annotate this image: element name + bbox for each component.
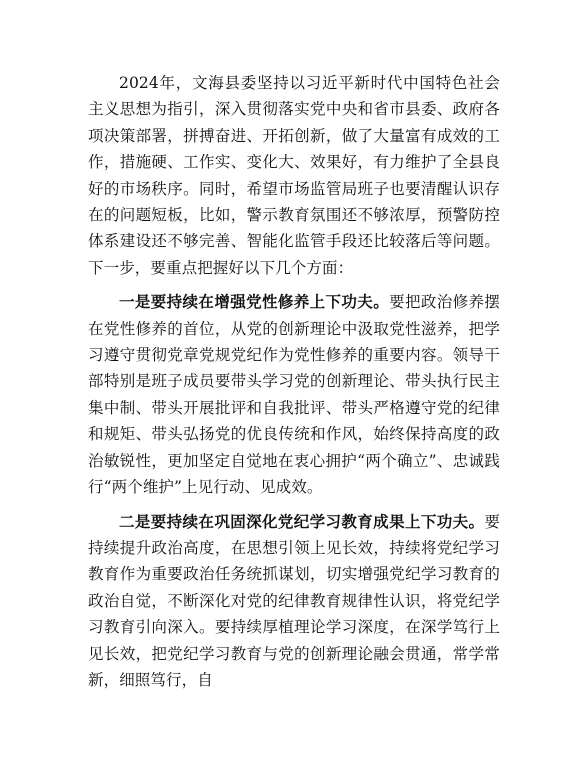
paragraph-lead: 一是要持续在增强党性修养上下功夫。	[119, 292, 390, 312]
paragraph-intro	[88, 70, 500, 281]
paragraph-point-1	[88, 289, 500, 500]
document-body	[88, 70, 500, 701]
paragraph-text: 2024年，文海县委坚持以习近平新时代中国特色社会主义思想为指引，深入贯彻落实党中央和省市县委、政府各项决策部署，拼搏奋进、开拓创新，做了大量富有成效的工作，措施硬、工作实、变化大、效果好，有力维护了全县良好的市场秩序。同时，希望市场监管局班子也要清醒认识存在的问题短板，比如，警示教育氛围还不够浓厚，预警防控体系建设还不够完善、智能化监管手段还比较落后等问题。下一步，要重点把握好以下几个方面：	[88, 74, 500, 277]
paragraph-text: 要持续提升政治高度，在思想引领上见长效，持续将党纪学习教育作为重要政治任务统抓谋划，切实增强党纪学习教育的政治自觉，不断深化对党的纪律教育规律性认识，将党纪学习教育引向深入。要持续厚植理论学习深度，在深学笃行上见长效，把党纪学习教育与党的创新理论融会贯通，常学常新，细照笃行，自	[88, 512, 500, 689]
paragraph-lead: 二是要持续在巩固深化党纪学习教育成果上下功夫。	[119, 511, 485, 531]
paragraph-text: 要把政治修养摆在党性修养的首位，从党的创新理论中汲取党性滋养，把学习遵守贯彻党章党规党纪作为党性修养的重要内容。领导干部特别是班子成员要带头学习党的创新理论、带头执行民主集中制、带头开展批评和自我批评、带头严格遵守党的纪律和规矩、带头弘扬党的优良传统和作风，始终保持高度的政治敏锐性，更加坚定自觉地在衷心拥护“两个确立”、忠诚践行“两个维护”上见行动、见成效。	[88, 293, 500, 497]
paragraph-point-2	[88, 509, 500, 694]
